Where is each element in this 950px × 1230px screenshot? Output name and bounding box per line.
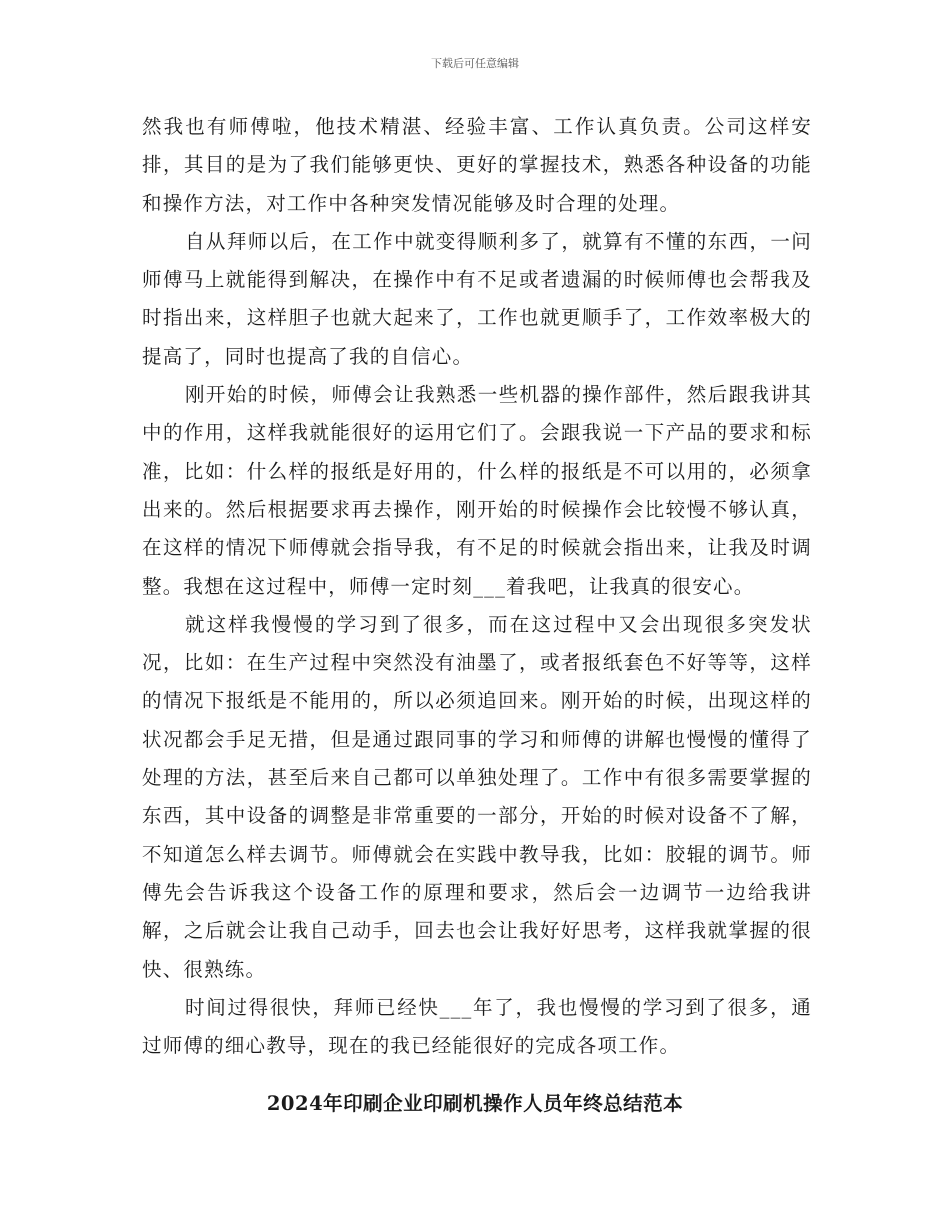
page-header-note: 下载后可任意编辑 [431,57,519,70]
paragraph-continuation: 然我也有师傅啦，他技术精湛、经验丰富、工作认真负责。公司这样安排，其目的是为了我们能够更快、更好的掌握技术，熟悉各种设备的功能和操作方法，对工作中各种突发情况能够及时合理的处理。 [142,115,812,215]
paragraph: 时间过得很快，拜师已经快___年了，我也慢慢的学习到了很多，通过师傅的细心教导，现在的我已经能很好的完成各项工作。 [142,995,812,1058]
paragraph: 就这样我慢慢的学习到了很多，而在这过程中又会出现很多突发状况，比如：在生产过程中突然没有油墨了，或者报纸套色不好等等，这样的情况下报纸是不能用的，所以必须追回来。刚开始的时候，出现这样的状况都会手足无措，但是通过跟同事的学习和师傅的讲解也慢慢的懂得了处理的方法，甚至后来自己都可以单独处理了。工作中有很多需要掌握的东西，其中设备的调整是非常重要的一部分，开始的时候对设备不了解，不知道怎么样去调节。师傅就会在实践中教导我，比如：胶辊的调节。师傅先会告诉我这个设备工作的原理和要求，然后会一边调节一边给我讲解，之后就会让我自己动手，回去也会让我好好思考，这样我就掌握的很快、很熟练。 [142,612,812,981]
paragraph: 刚开始的时候，师傅会让我熟悉一些机器的操作部件，然后跟我讲其中的作用，这样我就能很好的运用它们了。会跟我说一下产品的要求和标准，比如：什么样的报纸是好用的，什么样的报纸是不可以用的，必须拿出来的。然后根据要求再去操作，刚开始的时候操作会比较慢不够认真，在这样的情况下师傅就会指导我，有不足的时候就会指出来，让我及时调整。我想在这过程中，师傅一定时刻___着我吧，让我真的很安心。 [142,383,812,598]
section-title: 2024年印刷企业印刷机操作人员年终总结范本 [266,1092,684,1115]
paragraph: 自从拜师以后，在工作中就变得顺利多了，就算有不懂的东西，一问师傅马上就能得到解决，在操作中有不足或者遗漏的时候师傅也会帮我及时指出来，这样胆子也就大起来了，工作也就更顺手了，工作效率极大的提高了，同时也提高了我的自信心。 [142,229,812,368]
document-body [142,108,812,1065]
